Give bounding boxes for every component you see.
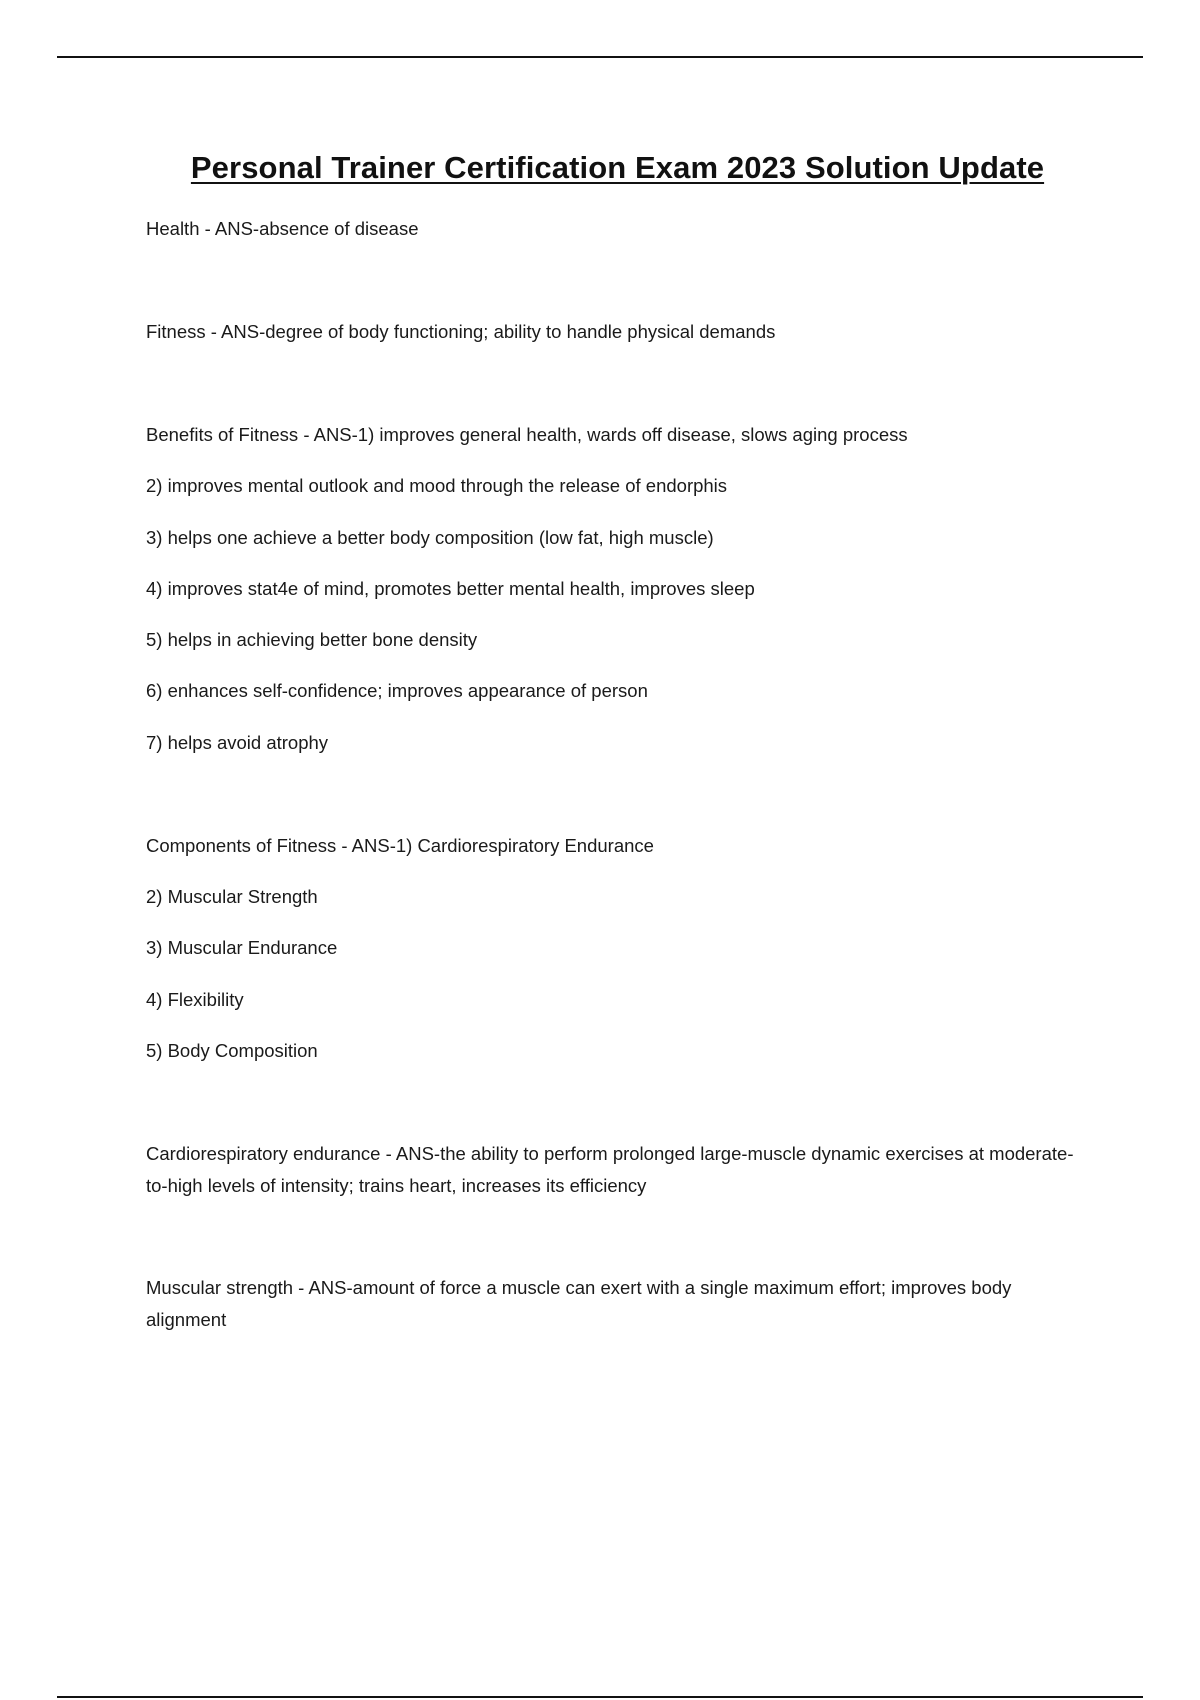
- list-item: 5) Body Composition: [146, 1040, 318, 1061]
- list-item: 2) Muscular Strength: [146, 886, 318, 907]
- entry-muscular-strength: Muscular strength - ANS-amount of force a muscle can exert with a single maximum effort; improves body alignment: [146, 1277, 1012, 1330]
- list-item: 3) Muscular Endurance: [146, 937, 338, 958]
- list-item: 6) enhances self-confidence; improves appearance of person: [146, 680, 648, 701]
- list-item: 5) helps in achieving better bone density: [146, 629, 478, 650]
- page-title: Personal Trainer Certification Exam 2023 Solution Update: [190, 150, 1045, 185]
- list-item: 3) helps one achieve a better body composition (low fat, high muscle): [146, 527, 714, 548]
- list-item: 4) improves stat4e of mind, promotes better mental health, improves sleep: [146, 578, 755, 599]
- list-item: 2) improves mental outlook and mood through the release of endorphis: [146, 475, 728, 496]
- entry-cardiorespiratory-endurance: Cardiorespiratory endurance - ANS-the ability to perform prolonged large-muscle dynamic exercises at moderate-to-high levels of intensity; trains heart, increases its efficiency: [146, 1143, 1074, 1196]
- top-rule: [57, 56, 1143, 58]
- entry-components-of-fitness: Components of Fitness - ANS-1) Cardiorespiratory Endurance: [146, 835, 654, 856]
- entry-fitness: Fitness - ANS-degree of body functioning; ability to handle physical demands: [146, 321, 776, 342]
- bottom-rule: [57, 1696, 1143, 1698]
- entry-health: Health - ANS-absence of disease: [146, 218, 419, 239]
- list-item: 7) helps avoid atrophy: [146, 732, 329, 753]
- list-item: 4) Flexibility: [146, 989, 244, 1010]
- entry-benefits-of-fitness: Benefits of Fitness - ANS-1) improves general health, wards off disease, slows aging process: [146, 424, 908, 445]
